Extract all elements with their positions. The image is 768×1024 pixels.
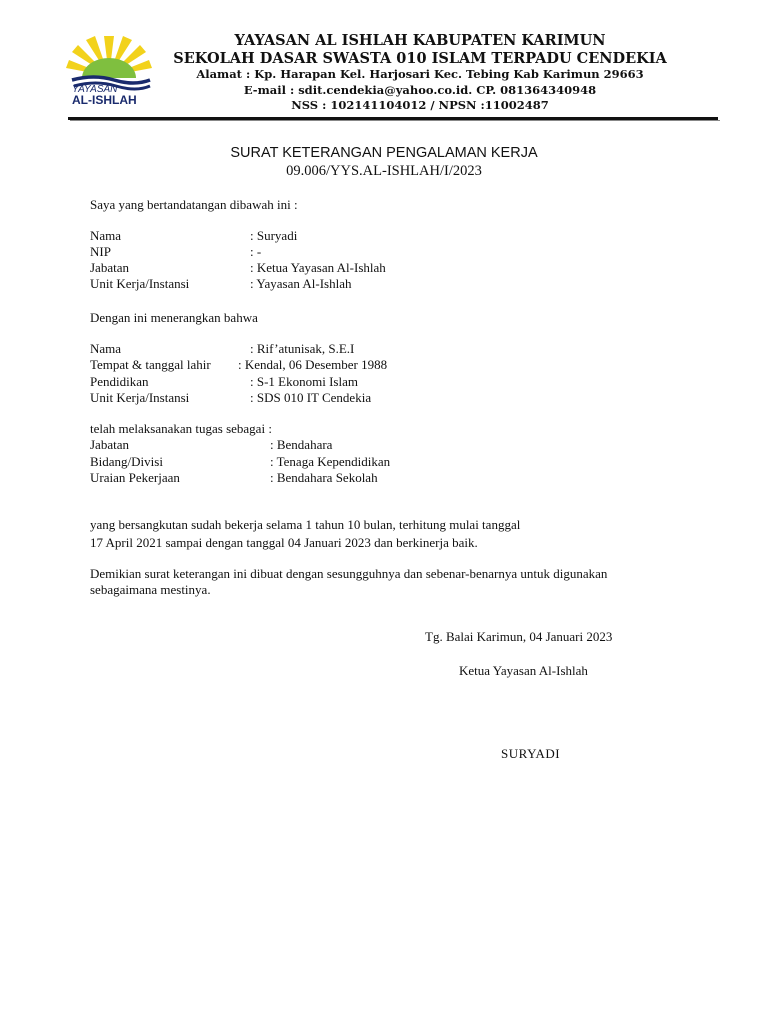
signer-label: Nama	[90, 228, 122, 243]
logo-text-yayasan: YAYASAN	[72, 84, 118, 95]
school-name: SEKOLAH DASAR SWASTA 010 ISLAM TERPADU CENDEKIA	[173, 50, 667, 67]
letterhead-divider-shadow	[70, 120, 720, 121]
letter-number: 09.006/YYS.AL-ISHLAH/I/2023	[286, 163, 482, 179]
employee-value: : S-1 Ekonomi Islam	[250, 374, 358, 389]
logo-text-al-ishlah: AL-ISHLAH	[72, 93, 137, 107]
place-date: Tg. Balai Karimun, 04 Januari 2023	[425, 629, 613, 644]
closing-paragraph-line: sebagaimana mestinya.	[90, 582, 211, 597]
signer-label: NIP	[90, 244, 111, 259]
signer-name: SURYADI	[501, 746, 561, 761]
intro-text: Saya yang bertandatangan dibawah ini :	[90, 197, 298, 212]
employee-label: Nama	[90, 341, 122, 356]
duty-value: : Bendahara	[270, 437, 333, 452]
employee-value: : Kendal, 06 Desember 1988	[238, 357, 388, 372]
signer-value: : -	[250, 244, 262, 259]
school-address: Alamat : Kp. Harapan Kel. Harjosari Kec. Tebing Kab Karimun 29663	[196, 67, 644, 81]
duty-label: Jabatan	[90, 437, 129, 452]
signer-label: Jabatan	[90, 260, 129, 275]
employee-label: Pendidikan	[90, 374, 149, 389]
signer-title: Ketua Yayasan Al-Ishlah	[459, 663, 588, 678]
duty-value: : Tenaga Kependidikan	[270, 454, 391, 469]
body-paragraph-line: 17 April 2021 sampai dengan tanggal 04 Januari 2023 dan berkinerja baik.	[90, 535, 478, 550]
signer-value: : Yayasan Al-Ishlah	[250, 276, 352, 291]
school-contact: E-mail : sdit.cendekia@yahoo.co.id. CP. 081364340948	[243, 83, 597, 97]
duties-intro: telah melaksanakan tugas sebagai :	[90, 421, 272, 436]
school-registration: NSS : 102141104012 / NPSN :11002487	[291, 98, 549, 112]
employee-label: Tempat & tanggal lahir	[90, 357, 211, 372]
signer-label: Unit Kerja/Instansi	[90, 276, 190, 291]
duty-label: Bidang/Divisi	[90, 454, 163, 469]
signer-value: : Ketua Yayasan Al-Ishlah	[250, 260, 386, 275]
employee-value: : SDS 010 IT Cendekia	[250, 390, 372, 405]
foundation-name: YAYASAN AL ISHLAH KABUPATEN KARIMUN	[234, 32, 606, 49]
duty-label: Uraian Pekerjaan	[90, 470, 180, 485]
body-paragraph-line: yang bersangkutan sudah bekerja selama 1 tahun 10 bulan, terhitung mulai tanggal	[90, 517, 521, 532]
duty-value: : Bendahara Sekolah	[270, 470, 378, 485]
employee-value: : Rif’atunisak, S.E.I	[250, 341, 355, 356]
letter-title: SURAT KETERANGAN PENGALAMAN KERJA	[230, 145, 538, 161]
states-text: Dengan ini menerangkan bahwa	[90, 310, 258, 325]
closing-paragraph-line: Demikian surat keterangan ini dibuat dengan sesungguhnya dan sebenar-benarnya untuk digunakan	[90, 566, 608, 581]
signer-value: : Suryadi	[250, 228, 298, 243]
employee-label: Unit Kerja/Instansi	[90, 390, 190, 405]
